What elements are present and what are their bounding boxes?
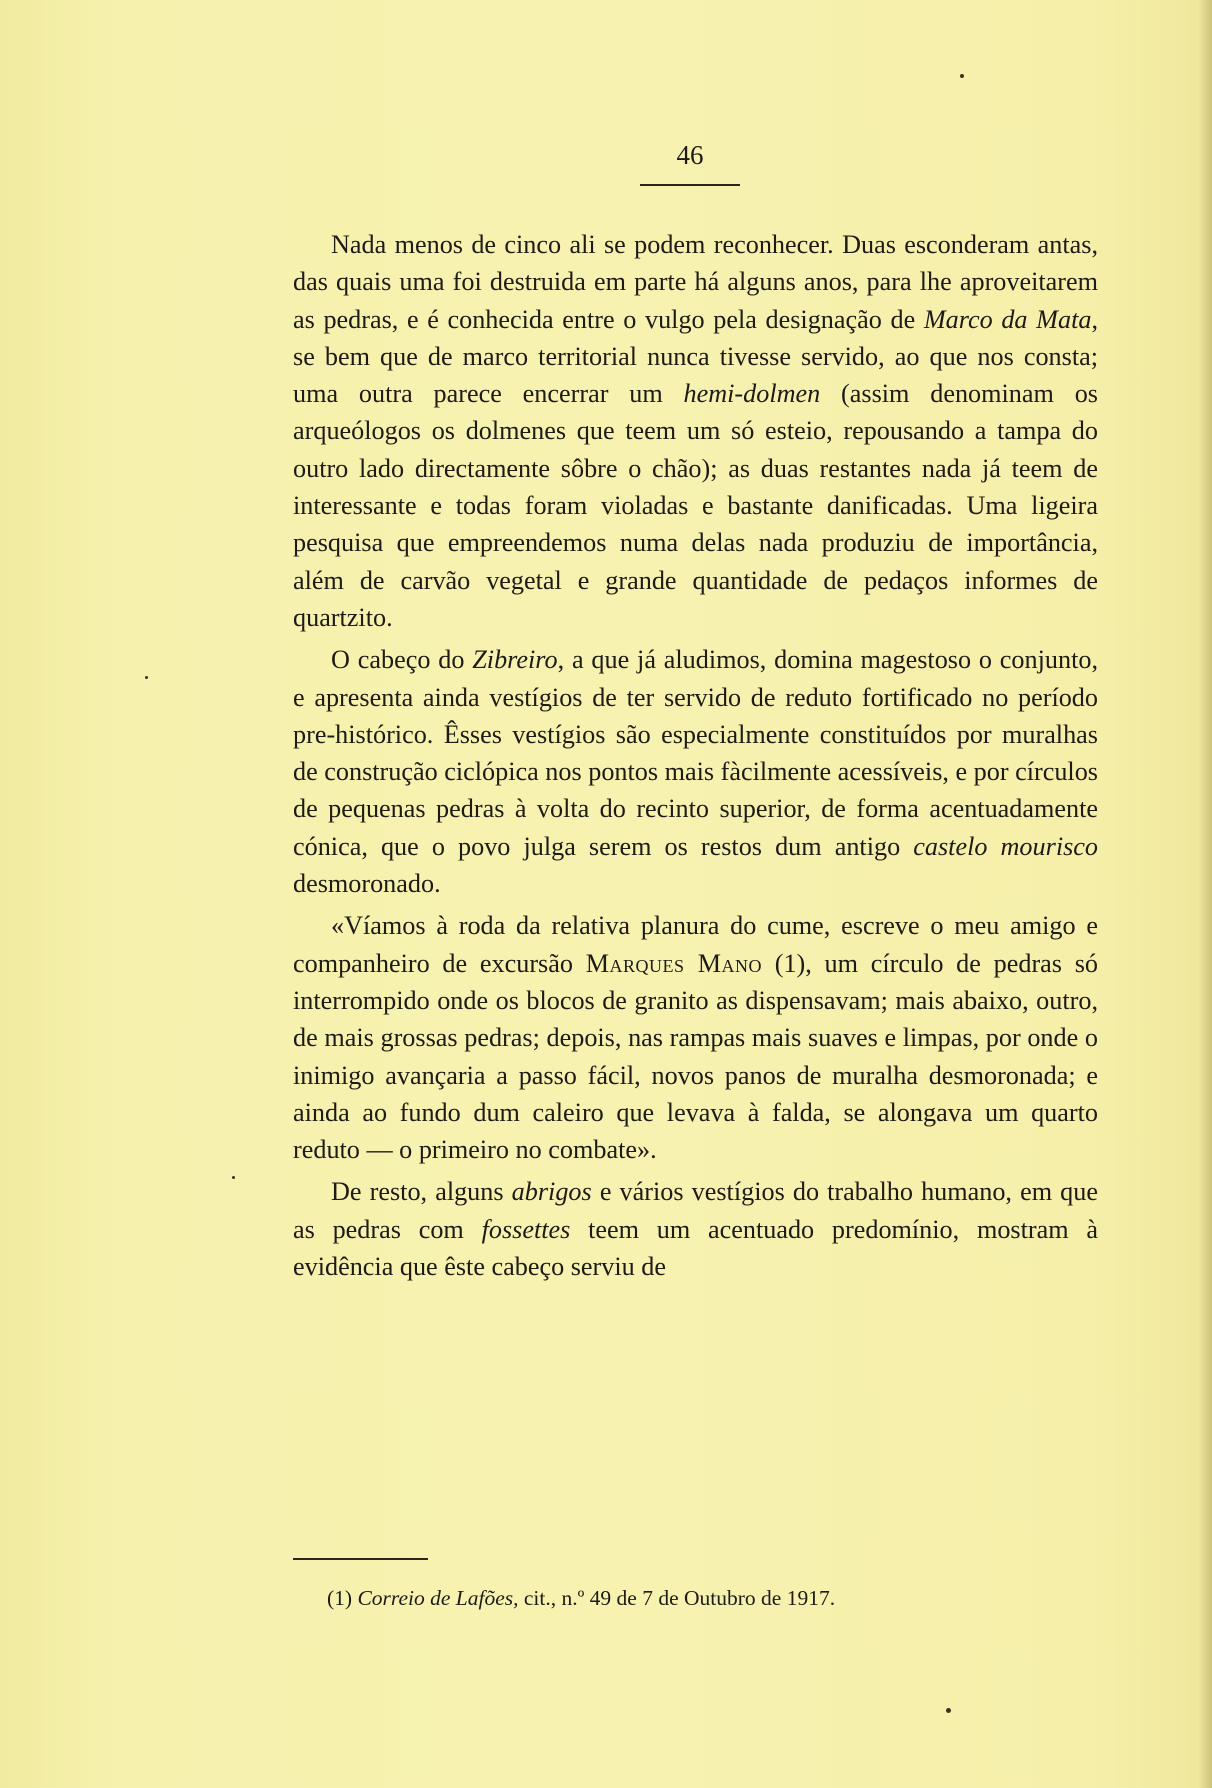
text-run: e vários vestígios do trabalho humano, em que as pedras com — [293, 1177, 1098, 1244]
footnote — [327, 1584, 1087, 1612]
body-text — [293, 226, 1098, 1285]
paper-speck — [946, 1708, 951, 1713]
italic-term: fossettes — [481, 1214, 571, 1244]
paragraph — [293, 226, 1098, 636]
author-name: Marques Mano — [585, 948, 762, 978]
text-run: Nada menos de cinco ali se podem reconhecer. Duas esconderam antas, das quais uma foi destruida em parte há alguns anos, para lhe aproveitarem as pedras, e é conhecida entre o vulgo pela designação de — [293, 230, 1098, 334]
text-run: , a que já aludimos, domina magestoso o conjunto, e apresenta ainda vestígios de ter servido de reduto fortificado no período pre-histórico. Êsses vestígios são especialmente constituídos por muralhas de construção ciclópica nos pontos mais fàcilmente acessíveis, e por círculos de pequenas pedras à volta do recinto superior, de forma acentuadamente cónica, que o povo julga serem os restos dum antigo — [293, 645, 1098, 861]
text-run: De resto, alguns — [331, 1177, 512, 1207]
italic-term: Marco da Mata — [923, 304, 1092, 334]
italic-term: abrigos — [511, 1177, 592, 1207]
text-run: , se bem que de marco territorial nunca tivesse servido, ao que nos consta; uma outra parece encerrar um — [293, 304, 1098, 409]
paragraph — [293, 1173, 1098, 1285]
paper-speck — [960, 74, 964, 78]
text-run: «Víamos à roda da relativa planura do cume, escreve o meu amigo e companheiro de excursão — [293, 911, 1098, 978]
italic-term: hemi-dolmen — [683, 379, 821, 409]
italic-term: Zibreiro — [472, 645, 558, 675]
paragraph — [293, 641, 1098, 902]
paragraph — [293, 907, 1098, 1168]
paper-speck — [145, 676, 148, 679]
footnote-rule — [293, 1558, 428, 1560]
text-run: O cabeço do — [331, 645, 473, 675]
footnote-marker: (1) — [327, 1586, 353, 1610]
page-number-rule — [640, 184, 740, 186]
paper-speck — [232, 1176, 235, 1179]
page-edge-shadow — [1198, 0, 1212, 1788]
footnote-citation: cit., n.º 49 de 7 de Outubro de 1917. — [523, 1586, 836, 1610]
text-run: desmoronado. — [293, 869, 441, 899]
italic-term: castelo mourisco — [913, 831, 1098, 861]
text-run: teem um acentuado predomínio, mostram à evidência que êste cabeço serviu de — [293, 1214, 1099, 1282]
text-run: (assim denominam os arqueólogos os dolmenes que teem um só esteio, repousando a tampa do outro lado directamente sôbre o chão); as duas restantes nada já teem de interessante e todas foram violadas e bastante danificadas. Uma ligeira pesquisa que empreendemos numa delas nada produziu de importância, além de carvão vegetal e grande quantidade de pedaços informes de quartzito. — [293, 379, 1098, 632]
page-number: 46 — [676, 140, 704, 170]
footnote-source-title: Correio de Lafões, — [357, 1586, 519, 1610]
text-run: (1), um círculo de pedras só interrompido onde os blocos de granito as dispensavam; mais abaixo, outro, de mais grossas pedras; depois, nas rampas mais suaves e limpas, por onde o inimigo avançaria a passo fácil, novos panos de muralha desmoronada; e ainda ao fundo dum caleiro que levava à falda, se alongava um quarto reduto — o primeiro no combate». — [293, 948, 1098, 1165]
